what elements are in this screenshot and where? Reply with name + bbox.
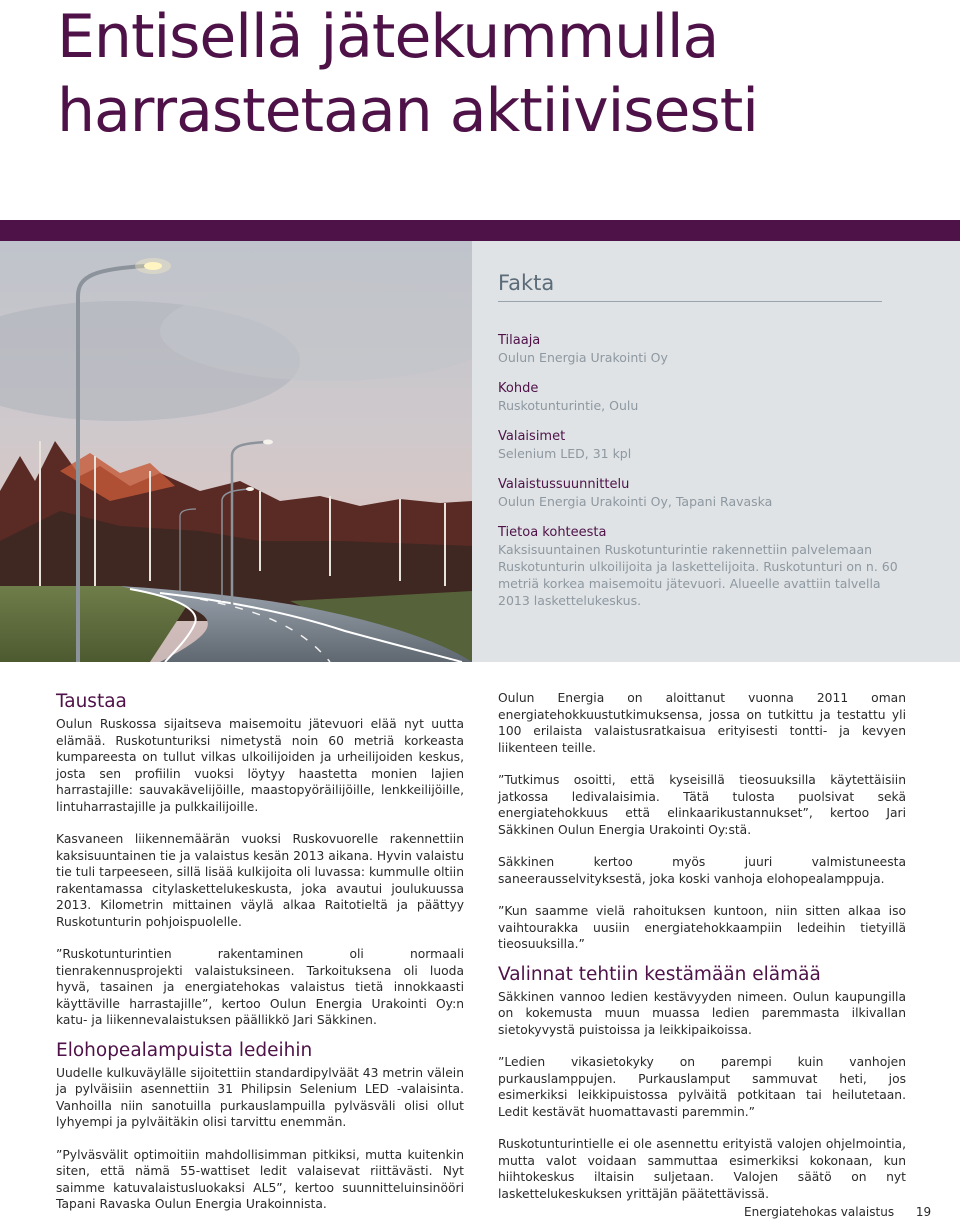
body-paragraph: ”Ruskotunturintien rakentaminen oli normaali tienrakennusprojekti valaistuksineen. Tarkoituksena oli luoda hyvä, tasainen ja energiatehokas valaistus tietä innokkaasti käyttäville harrastajille”, kertoo Oulun Energia Urakointi Oy:n katu- ja liikennevalaistuksen päällikkö Jari Säkkinen.: [56, 947, 464, 1027]
fakta-list: [498, 333, 898, 624]
publication-name: Energiatehokas valaistus: [744, 1205, 895, 1219]
body-paragraph: Säkkinen kertoo myös juuri valmistuneesta saneerausselvityksestä, joka koski vanhoja elohopealamppuja.: [498, 855, 906, 886]
body-paragraph: Uudelle kulkuväylälle sijoitettiin standardipylväät 43 metrin välein ja pylväisiin asennettiin 31 Philipsin Selenium LED -valaisinta. Vanhoilla niin sanotuilla purkauslampuilla pylväsväli olisi ollut lyhyempi ja pylväitäkin olisi tarvittu enemmän.: [56, 1065, 464, 1129]
fakta-label: Valaisimet: [498, 429, 566, 444]
fakta-box: [472, 241, 960, 662]
fakta-label: Valaistussuunnittelu: [498, 477, 630, 492]
fakta-item: [498, 477, 898, 510]
title-line-2: harrastetaan aktiivisesti: [57, 76, 758, 146]
body-paragraph: Oulun Energia on aloittanut vuonna 2011 oman energiatehokkuustutkimuksensa, jossa on tutkittu ja testattu yli 100 erilaista valaistusratkaisua erityisesti tontti- ja kevyen liikenteen teille.: [498, 691, 906, 755]
fakta-value: Oulun Energia Urakointi Oy, Tapani Ravaska: [498, 494, 773, 509]
section-heading-elohopealampuista: Elohopealampuista ledeihin: [56, 1039, 313, 1061]
page-footer: [744, 1205, 931, 1219]
accent-band: [0, 220, 960, 241]
fakta-item: [498, 525, 898, 609]
road-photo: [0, 241, 472, 662]
fakta-item: [498, 381, 898, 414]
fakta-item: [498, 333, 898, 366]
body-paragraph: Oulun Ruskossa sijaitseva maisemoitu jätevuori elää nyt uutta elämää. Ruskotunturiksi nimetystä noin 60 metriä korkeasta kumpareesta on tullut vilkas ulkoilijoiden ja urheilijoiden keskus, josta sen profiilin vuoksi löytyy haastetta monien lajien harrastajille: sauvakävelijöille, maastopyöräilijöille, lenkkeilijöille, lintuharrastajille ja pulkkailijoille.: [56, 717, 464, 814]
body-paragraph: Säkkinen vannoo ledien kestävyyden nimeen. Oulun kaupungilla on kokemusta muun muassa ledien paremmasta ilkivallan sietokyvystä puistoissa ja leikkipaikoissa.: [498, 989, 906, 1037]
fakta-label: Tietoa kohteesta: [498, 525, 607, 540]
fakta-value: Oulun Energia Urakointi Oy: [498, 350, 668, 365]
fakta-label: Kohde: [498, 381, 539, 396]
left-column: [56, 690, 464, 1229]
fakta-value: Ruskotunturintie, Oulu: [498, 398, 639, 413]
body-paragraph: ”Tutkimus osoitti, että kyseisillä tieosuuksilla käytettäisiin jatkossa ledivalaisimia. Tätä tulosta puolsivat sekä energiatehokkuus että elinkaarikustannukset”, kertoo Jari Säkkinen Oulun Energia Urakointi Oy:stä.: [498, 773, 906, 837]
page-number: 19: [915, 1205, 932, 1219]
page-title: [57, 0, 937, 148]
body-paragraph: ”Pylväsvälit optimoitiin mahdollisimman pitkiksi, mutta kuitenkin siten, että nämä 55-wattiset ledit valaisevat riittävästi. Nyt saimme katuvalaistusluokaksi AL5”, kertoo suunnitteluinsinööri Tapani Ravaska Oulun Energia Urakoinnista.: [56, 1147, 464, 1211]
fakta-value: Kaksisuuntainen Ruskotunturintie rakennettiin palvelemaan Ruskotunturin ulkoilijoita ja laskettelijoita. Ruskotunturi on n. 60 metriä korkea maisemoitu jätevuori. Alueelle avattiin talvella 2013 laskettelukeskus.: [498, 542, 898, 608]
fakta-item: [498, 429, 898, 462]
body-paragraph: ”Ledien vikasietokyky on parempi kuin vanhojen purkauslamppujen. Purkauslamput sammuvat heti, jos esimerkiksi leikkipuistossa pylväitä potkitaan tai heilutetaan. Ledit kestävät huomattavasti paremmin.”: [498, 1055, 906, 1119]
body-paragraph: Kasvaneen liikennemäärän vuoksi Ruskovuorelle rakennettiin kaksisuuntainen tie ja valaistus kesän 2013 aikana. Hyvin valaistu tie tuli tarpeeseen, sillä lisää kulkijoita oli luvassa: kummulle oltiin rakentamassa citylaskettelukeskusta, joka avautui joulukuussa 2013. Kilometrin mittainen väylä alkaa Raitotieltä ja päättyy Ruskotunturin pohjoispuolelle.: [56, 832, 464, 929]
section-heading-taustaa: Taustaa: [56, 691, 127, 712]
body-paragraph: ”Kun saamme vielä rahoituksen kuntoon, niin sitten alkaa iso vaihtourakka uusiin energiatehokkaampiin ledeihin tietyillä tieosuuksilla.”: [498, 904, 906, 951]
right-column: [498, 690, 906, 1218]
title-line-1: Entisellä jätekummulla: [57, 2, 719, 72]
section-heading-valinnat: Valinnat tehtiin kestämään elämää: [498, 963, 821, 985]
fakta-value: Selenium LED, 31 kpl: [498, 446, 632, 461]
fakta-label: Tilaaja: [498, 333, 541, 348]
body-paragraph: Ruskotunturintielle ei ole asennettu erityistä valojen ohjelmointia, mutta valot voidaan sammuttaa esimerkiksi kokonaan, kun hiihtokeskus iltaisin suljetaan. Valojen säätö on nyt laskettelukeskuksen yrittäjän päätettävissä.: [498, 1137, 906, 1201]
fakta-heading: Fakta: [498, 271, 882, 302]
